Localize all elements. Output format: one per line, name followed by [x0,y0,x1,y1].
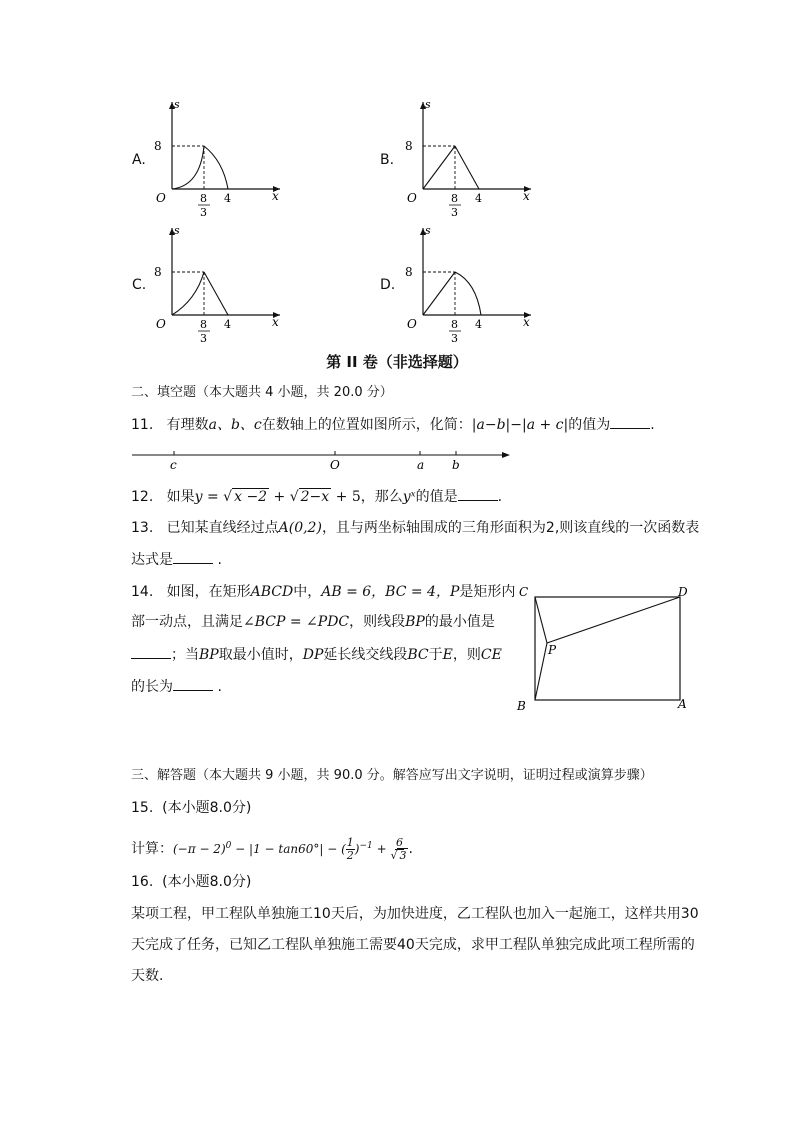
q15-sup-1: 0 [225,841,232,851]
x-peak-den: 3 [451,332,458,345]
q14-rect: ABCD [250,584,294,600]
x-peak-den: 3 [451,206,458,219]
q14-bp: BP [405,614,425,630]
point-c: c [170,458,177,472]
q16-line-1: 某项工程，甲工程队单独施工10天后，为加快进度，乙工程队也加入一起施工，这样共用30 [131,906,699,922]
number-line [130,444,515,476]
q16-score: (本小题8.0分) [162,874,252,890]
q11-expression: |a−b|−|a + c| [471,417,569,433]
q16-line-2: 天完成了任务，已知乙工程队单独施工需要40天完成，求甲工程队单独完成此项工程所需的 [131,937,695,953]
vertex-c: C [519,585,529,599]
q14-l3-text: ；当 [171,647,199,663]
q15-label: 计算： [131,841,173,857]
q15-frac2-num: 6 [395,836,403,849]
question-16-header [131,872,251,892]
question-13-line1 [131,518,699,538]
point-b: b [452,458,460,472]
graph-option-a [152,94,287,219]
section3-heading: 三、解答题（本大题共 9 小题，共 90.0 分。解答应写出文字说明，证明过程或演算步骤） [131,768,653,783]
q13-text: 已知某直线经过点 [166,520,279,536]
q13-number: 13. [131,520,154,536]
origin-label: O [156,191,166,205]
q12-text: 如果 [166,489,195,505]
q14-l4-text: 的长为 [131,679,173,695]
x-end-label: 4 [475,192,482,205]
q13-end: . [217,552,222,568]
question-12: 12. 如果y = √ x −2 + √ 2−x + 5，那么yˣ的值是 . [131,486,502,507]
q15-frac-num: 1 [346,836,354,849]
section2-heading: 二、填空题（本大题共 4 小题，共 20.0 分） [131,385,393,400]
point-a: a [417,458,425,472]
q14-angle: ∠BCP = ∠PDC [243,614,350,630]
q13-line2: 达式是 [131,552,173,568]
q14-number: 14. [131,584,154,600]
q15-frac2-den: 3 [399,849,407,862]
q11-vars: a、b、c [208,417,262,433]
q14-ce: CE [480,647,502,663]
y-tick-label: 8 [405,265,413,279]
part2-title: 第 II 卷（非选择题） [326,353,468,371]
q12-text-c: 的值是 [415,489,458,505]
q12-y: y = [194,489,224,505]
graph-option-d [403,220,538,345]
question-14-line1 [131,582,515,602]
q14-givens: AB = 6，BC = 4，P [321,584,460,600]
q15-term-2: − |1 − tan60°| − ( [231,842,346,856]
q14-l3-text-i: ，则 [452,647,481,663]
q14-l3-text-c: 取最小值时， [218,647,303,663]
q11-text-c: 的值为 [568,417,611,433]
question-11 [131,414,655,435]
curve-segment-1 [172,272,204,315]
curve-segment-2 [204,146,228,189]
q11-text: 有理数 [166,417,209,433]
line-segment-2 [204,272,228,315]
q16-line-3: 天数. [131,968,164,984]
line-segment-1 [423,146,455,189]
option-d-label: D. [380,277,396,293]
q12-radical-2: 2−x [300,489,330,505]
q14-bc: BC [407,647,429,663]
x-peak-num: 8 [200,192,207,205]
q14-l3-text-g: 于 [428,647,443,663]
question-14-line3 [131,644,502,665]
curve-segment-1 [172,146,204,189]
vertex-a: A [678,697,687,711]
origin-label: O [407,317,417,331]
q12-text-b: ，那么 [360,489,403,505]
x-peak-num: 8 [451,318,458,331]
q14-end: . [217,679,222,695]
q15-frac-den: 2 [346,849,354,862]
q12-end: . [497,489,503,505]
q11-number: 11. [131,417,154,433]
x-end-label: 4 [224,318,231,331]
q15-term-3: ) [354,842,360,856]
q14-e: E [442,647,453,663]
x-axis-label: x [272,315,279,329]
y-tick-label: 8 [154,139,162,153]
y-tick-label: 8 [405,139,413,153]
q12-answer-blank[interactable] [458,486,498,501]
graph-option-b [403,94,538,219]
x-end-label: 4 [224,192,231,205]
q12-radical-1: x −2 [234,489,268,505]
q14-answer-blank-1[interactable] [131,644,171,659]
vertex-b: B [517,699,526,713]
q14-l2-text: 部一动点，且满足 [131,614,243,630]
origin-label: O [407,191,417,205]
q12-number: 12. [131,489,154,505]
q11-end: . [650,417,655,433]
y-axis-label: s [425,98,431,111]
q11-text-b: 在数轴上的位置如图所示，化简： [261,417,472,433]
q14-text-e: 是矩形内 [459,584,516,600]
vertex-d: D [678,585,688,599]
q15-sup-2: −1 [359,841,373,851]
q14-text-c: 中， [293,584,322,600]
q14-text: 如图，在矩形 [166,584,251,600]
q15-term-4: + [372,842,391,856]
question-13-line2 [131,549,222,570]
q16-number: 16. [131,874,154,890]
option-b-label: B. [380,152,395,168]
origin-label: O [156,317,166,331]
y-axis-label: s [174,224,180,237]
question-14-line2 [131,612,495,632]
x-axis-label: x [523,315,530,329]
x-peak-num: 8 [451,192,458,205]
x-peak-den: 3 [200,332,207,345]
line-segment-2 [455,146,479,189]
y-axis-label: s [174,98,180,111]
q12-plus: + [269,489,290,505]
x-end-label: 4 [475,318,482,331]
line-segment-1 [423,272,455,315]
q14-answer-blank-2[interactable] [173,676,213,691]
y-axis-label: s [425,224,431,237]
point-o: O [330,458,340,472]
vertex-p: P [548,643,557,657]
q12-tail: + 5 [331,489,361,505]
q13-answer-blank[interactable] [173,549,213,564]
x-peak-den: 3 [200,206,207,219]
option-c-label: C. [132,277,147,293]
question-15-body: 计算：$(-\pi - 2)^0 - |1 - \tan 60^\circ|$ − ( $\frac{1}{2}$ )$^{-1}$ + $\frac{6}{√ 3}$ . [131,836,413,862]
q11-answer-blank[interactable] [610,414,650,429]
q15-term-1: (−π − 2) [173,842,226,856]
graph-option-c [152,220,287,345]
curve-segment-2 [455,272,481,315]
option-a-label: A. [132,152,146,168]
x-axis-label: x [272,189,279,203]
q14-l3-bp: BP [199,647,219,663]
question-15-header [131,798,251,818]
q15-end: . [408,841,413,857]
q14-dp: DP [302,647,324,663]
question-14-line4 [131,676,222,697]
q14-l2-text-c: ，则线段 [349,614,406,630]
q12-yx: yˣ [402,489,416,505]
q13-point: A(0,2) [278,520,322,536]
rectangle-figure [510,580,695,715]
q14-l3-text-e: 延长线交线段 [323,647,408,663]
q13-text-b: ，且与两坐标轴围成的三角形面积为2,则该直线的一次函数表 [321,520,700,536]
x-axis-label: x [523,189,530,203]
y-tick-label: 8 [154,265,162,279]
q15-score: (本小题8.0分) [162,800,252,816]
q15-number: 15. [131,800,154,816]
q14-l2-text-e: 的最小值是 [424,614,495,630]
x-peak-num: 8 [200,318,207,331]
